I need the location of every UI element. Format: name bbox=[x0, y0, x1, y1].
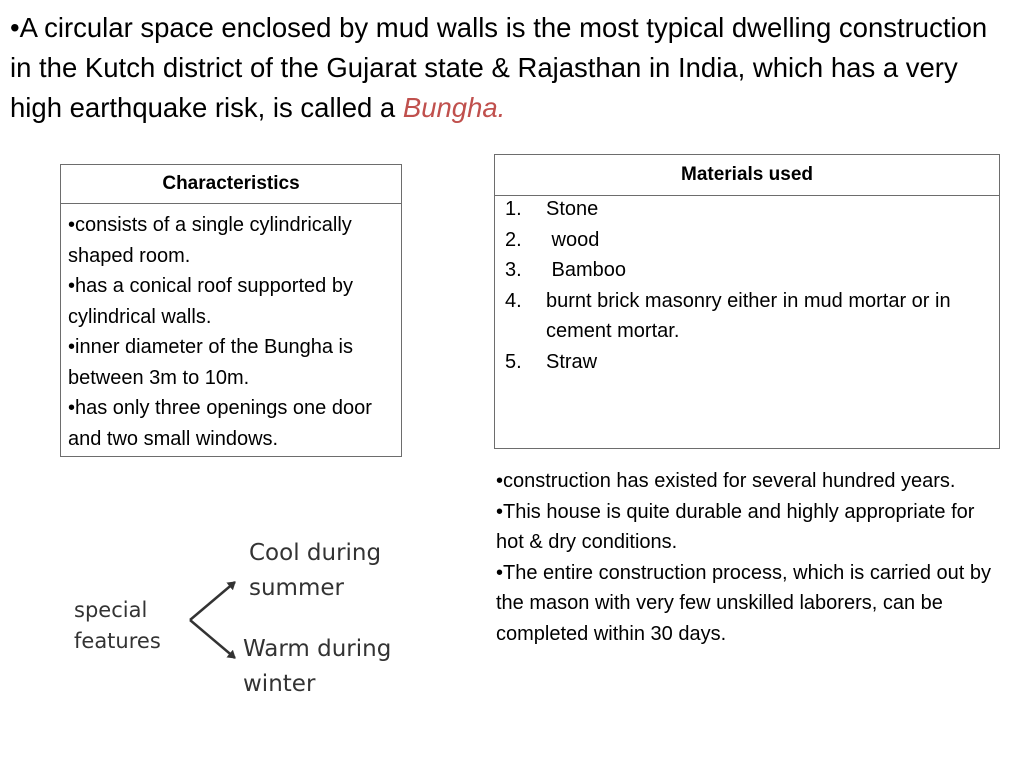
intro-text: A circular space enclosed by mud walls is the most typical dwelling construction in the Kutch district of the Gujarat state & Rajasthan in India, which has a very high earthquake risk, is called a bbox=[10, 12, 988, 123]
material-text: burnt brick masonry either in mud mortar or in cement mortar. bbox=[546, 289, 951, 342]
feature-line: summer bbox=[249, 575, 344, 601]
arrow-up-icon bbox=[190, 582, 235, 620]
material-number: 4. bbox=[505, 289, 522, 312]
material-item bbox=[503, 286, 991, 347]
material-number: 1. bbox=[505, 198, 522, 220]
materials-list bbox=[503, 194, 991, 377]
feature-cool-summer bbox=[249, 536, 381, 606]
feature-line: Warm during bbox=[243, 636, 392, 662]
feature-line: Cool during bbox=[249, 540, 382, 566]
material-text: Stone bbox=[546, 198, 599, 220]
material-item bbox=[503, 255, 991, 286]
material-text: Bamboo bbox=[546, 259, 627, 281]
intro-paragraph bbox=[10, 8, 1010, 128]
characteristic-item: •inner diameter of the Bungha is between 3m to 10m. bbox=[68, 336, 353, 389]
characteristics-body bbox=[61, 204, 402, 457]
characteristics-header: Characteristics bbox=[61, 165, 402, 204]
intro-highlight-term: Bungha. bbox=[402, 92, 506, 123]
feature-line: winter bbox=[243, 671, 316, 697]
material-text: Straw bbox=[546, 350, 598, 373]
materials-header: Materials used bbox=[495, 155, 1000, 196]
history-item: •construction has existed for several hundred years. bbox=[496, 470, 956, 492]
special-features-label-line: special bbox=[74, 598, 148, 622]
material-item bbox=[503, 347, 991, 378]
characteristic-item: •has only three openings one door and two small windows. bbox=[68, 397, 372, 450]
history-notes bbox=[496, 466, 996, 649]
special-features-label-line: features bbox=[74, 629, 161, 653]
history-item: •This house is quite durable and highly appropriate for hot & dry conditions. bbox=[496, 500, 975, 553]
material-item bbox=[503, 194, 991, 225]
arrow-down-icon bbox=[190, 620, 235, 658]
characteristic-item: •consists of a single cylindrically shaped room. bbox=[68, 214, 352, 267]
material-item bbox=[503, 225, 991, 256]
material-number: 2. bbox=[505, 228, 522, 251]
characteristics-table bbox=[60, 164, 402, 457]
branch-arrows-icon bbox=[180, 570, 250, 670]
material-text: wood bbox=[546, 228, 600, 251]
feature-warm-winter bbox=[243, 632, 391, 702]
material-number: 3. bbox=[505, 259, 522, 281]
materials-table bbox=[494, 154, 1000, 449]
intro-bullet: • bbox=[10, 12, 20, 43]
history-item: •The entire construction process, which is carried out by the mason with very few unskilled laborers, can be completed within 30 days. bbox=[496, 561, 991, 645]
special-features-label bbox=[74, 595, 161, 657]
characteristic-item: •has a conical roof supported by cylindrical walls. bbox=[68, 275, 353, 328]
materials-body bbox=[495, 196, 1000, 449]
material-number: 5. bbox=[505, 350, 522, 373]
